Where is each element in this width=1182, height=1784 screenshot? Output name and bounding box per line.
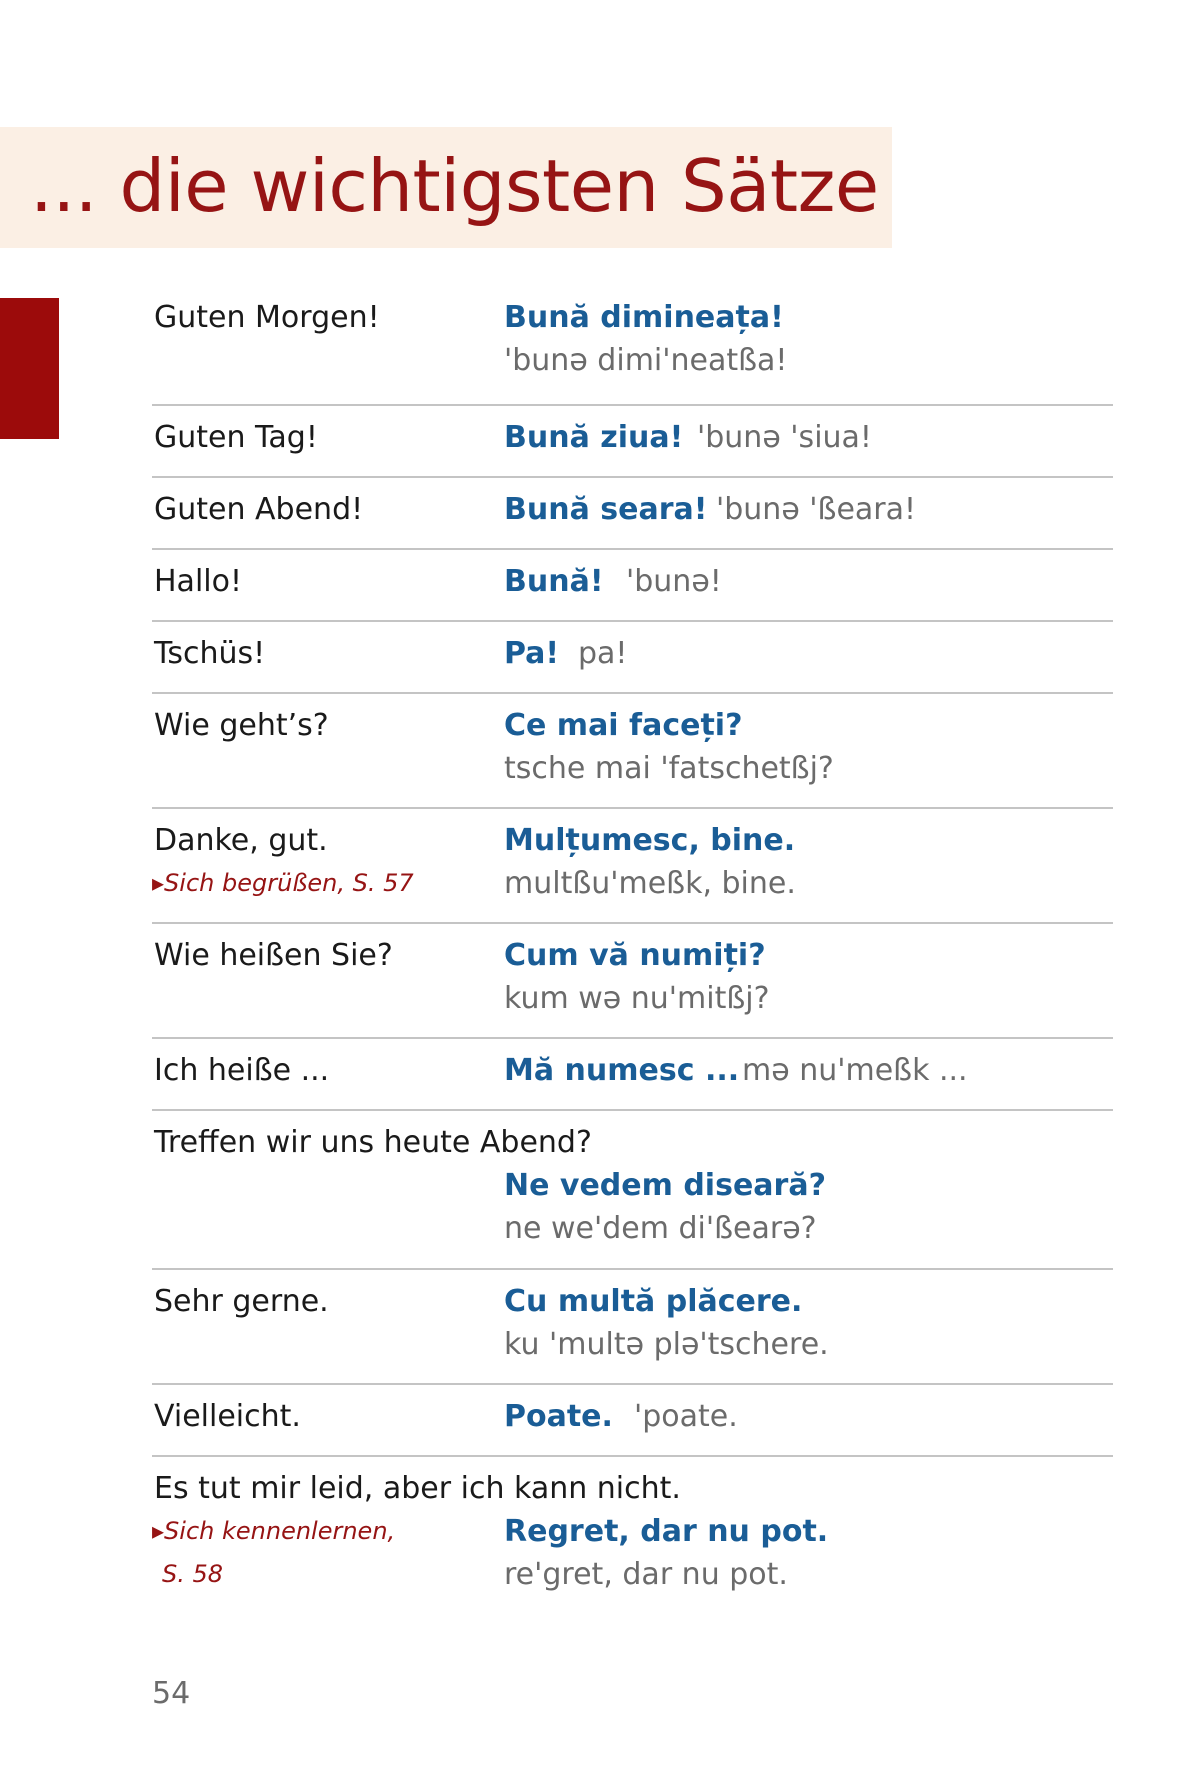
cross-reference-page[interactable]: S. 58: [162, 1560, 224, 1588]
german-phrase: Vielleicht.: [154, 1399, 301, 1434]
romanian-phrase: Regret, dar nu pot.: [504, 1514, 829, 1549]
page-title: ... die wichtigsten Sätze: [30, 144, 879, 228]
romanian-phrase: Bună dimineața!: [504, 300, 784, 335]
chapter-tab-marker: [0, 298, 59, 439]
phrase-row: [152, 694, 1113, 809]
phrase-row: [152, 924, 1113, 1039]
romanian-phrase: Cu multă plăcere.: [504, 1284, 803, 1319]
pronunciation: mə nu'meßk ...: [742, 1053, 968, 1088]
pronunciation: pa!: [578, 636, 628, 671]
pronunciation: 'bunə 'siua!: [697, 420, 872, 455]
german-phrase: Guten Abend!: [154, 492, 364, 527]
phrase-row: [152, 550, 1113, 622]
pronunciation: multßu'meßk, bine.: [504, 866, 796, 901]
german-phrase: Wie geht’s?: [154, 708, 329, 743]
pronunciation: ku 'multə plə'tschere.: [504, 1327, 829, 1362]
romanian-phrase: Ne vedem diseară?: [504, 1168, 826, 1203]
german-phrase: Tschüs!: [154, 636, 266, 671]
cross-reference-link[interactable]: ▸Sich begrüßen, S. 57: [152, 869, 414, 897]
pronunciation: ne we'dem di'ßearə?: [504, 1211, 817, 1246]
romanian-phrase: Bună ziua!: [504, 420, 684, 455]
phrase-row: [152, 622, 1113, 694]
page-number: 54: [152, 1676, 191, 1711]
romanian-phrase: Pa!: [504, 636, 560, 671]
german-phrase: Wie heißen Sie?: [154, 938, 393, 973]
phrase-row: [152, 478, 1113, 550]
phrase-row: [152, 1457, 1113, 1607]
pronunciation: 'bunə!: [626, 564, 722, 599]
phrase-row: [152, 1039, 1113, 1111]
romanian-phrase: Ce mai faceți?: [504, 708, 743, 743]
german-phrase: Guten Morgen!: [154, 300, 380, 335]
phrase-row: [152, 1270, 1113, 1385]
romanian-phrase: Bună seara!: [504, 492, 708, 527]
pronunciation: kum wə nu'mitßj?: [504, 981, 770, 1016]
romanian-phrase: Bună!: [504, 564, 604, 599]
pronunciation: 'bunə 'ßeara!: [716, 492, 917, 527]
german-phrase: Sehr gerne.: [154, 1284, 329, 1319]
pronunciation: 'bunə dimi'neatßa!: [504, 343, 788, 378]
cross-reference-link[interactable]: ▸Sich kennenlernen,: [152, 1517, 396, 1545]
german-phrase: Ich heiße ...: [154, 1053, 330, 1088]
phrase-list: [152, 296, 1113, 1607]
phrase-row: [152, 296, 1113, 406]
romanian-phrase: Poate.: [504, 1399, 613, 1434]
phrase-row: [152, 406, 1113, 478]
romanian-phrase: Cum vă numiți?: [504, 938, 766, 973]
phrase-row: [152, 809, 1113, 924]
phrase-row: [152, 1385, 1113, 1457]
german-phrase: Danke, gut.: [154, 823, 328, 858]
romanian-phrase: Mă numesc ...: [504, 1053, 740, 1088]
pronunciation: re'gret, dar nu pot.: [504, 1557, 788, 1592]
german-phrase: Guten Tag!: [154, 420, 318, 455]
german-phrase: Treffen wir uns heute Abend?: [154, 1125, 592, 1160]
german-phrase: Hallo!: [154, 564, 242, 599]
phrase-row: [152, 1111, 1113, 1270]
german-phrase: Es tut mir leid, aber ich kann nicht.: [154, 1471, 681, 1506]
pronunciation: 'poate.: [634, 1399, 738, 1434]
pronunciation: tsche mai 'fatschetßj?: [504, 751, 834, 786]
romanian-phrase: Mulțumesc, bine.: [504, 823, 796, 858]
